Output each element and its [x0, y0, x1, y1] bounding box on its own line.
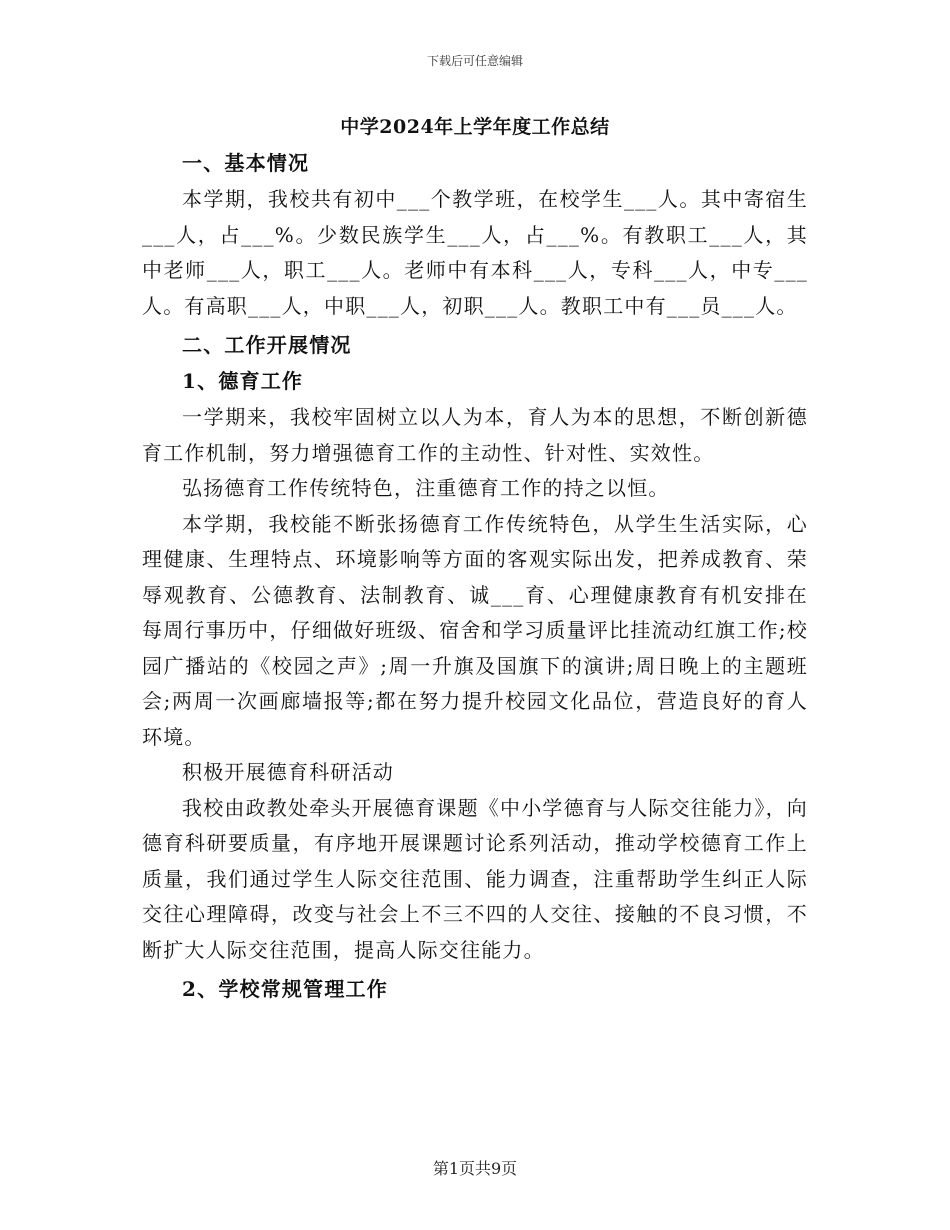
section-heading-work-progress: 二、工作开展情况: [182, 333, 352, 357]
document-title: 中学2024年上学年度工作总结: [340, 116, 610, 138]
paragraph-tradition-heading: 弘扬德育工作传统特色，注重德育工作的持之以恒。: [182, 476, 670, 500]
paragraph-basic-situation: 本学期，我校共有初中___个教学班，在校学生___人。其中寄宿生___人，占___%。少数民族学生___人，占___%。有教职工___人，其中老师___人，职工___人。老师中有本科___人，专科___人，中专___人。有高职___人，中职___人，初职___人。教职工中有___员___人。: [142, 187, 808, 318]
subsection-heading-moral-education: 1、德育工作: [182, 369, 304, 393]
paragraph-tradition-detail: 本学期，我校能不断张扬德育工作传统特色，从学生生活实际，心理健康、生理特点、环境影响等方面的客观实际出发，把养成教育、荣辱观教育、公德教育、法制教育、诚___育、心理健康教育有机安排在每周行事历中，仔细做好班级、宿舍和学习质量评比挂流动红旗工作;校园广播站的《校园之声》;周一升旗及国旗下的演讲;周日晚上的主题班会;两周一次画廊墙报等;都在努力提升校园文化品位，营造良好的育人环境。: [142, 511, 808, 749]
paragraph-research-detail: 我校由政教处牵头开展德育课题《中小学德育与人际交往能力》，向德育科研要质量，有序地开展课题讨论系列活动，推动学校德育工作上质量，我们通过学生人际交往范围、能力调查，注重帮助学生纠正人际交往心理障碍，改变与社会上不三不四的人交往、接触的不良习惯，不断扩大人际交往范围，提高人际交往能力。: [142, 795, 808, 962]
subsection-heading-routine-management: 2、学校常规管理工作: [182, 977, 388, 1001]
document-body: [142, 146, 808, 1008]
paragraph-research-heading: 积极开展德育科研活动: [182, 760, 394, 784]
paragraph-moral-education-intro: 一学期来，我校牢固树立以人为本，育人为本的思想，不断创新德育工作机制，努力增强德育工作的主动性、针对性、实效性。: [142, 405, 808, 465]
page-number: 第1页共9页: [432, 1159, 518, 1178]
section-heading-basic-situation: 一、基本情况: [182, 151, 310, 175]
header-note: 下载后可任意编辑: [426, 54, 523, 68]
